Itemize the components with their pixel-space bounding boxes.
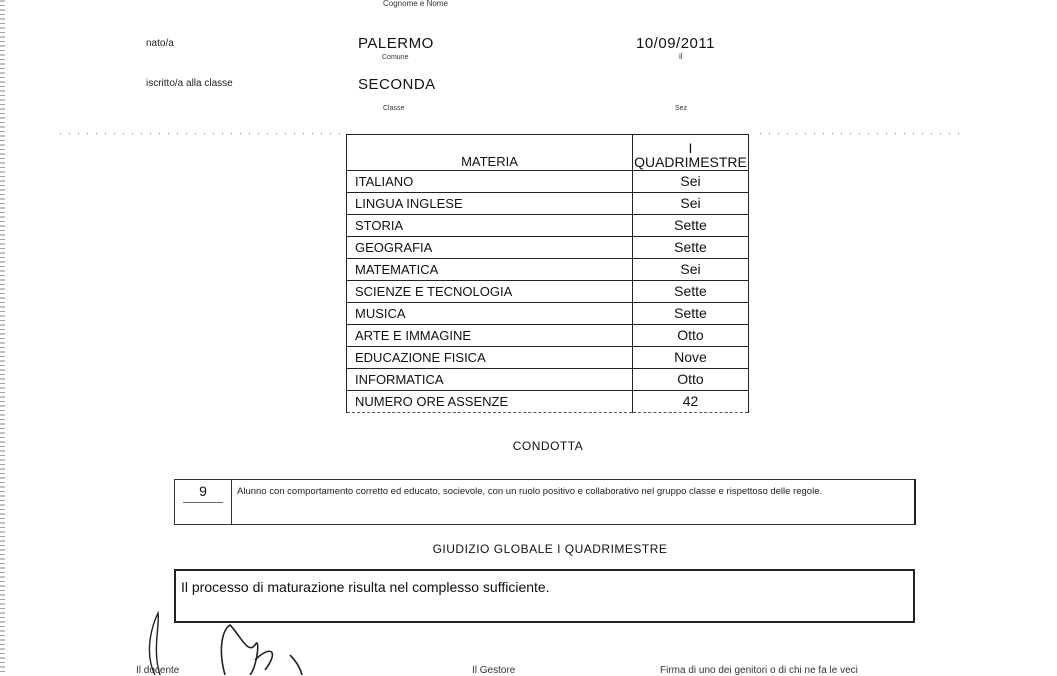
cognome-nome-label: Cognome e Nome <box>383 0 448 8</box>
table-row <box>347 237 749 259</box>
nato-label: nato/a <box>146 38 174 49</box>
conduct-box <box>174 479 916 525</box>
subject-cell: INFORMATICA <box>347 369 633 391</box>
period-number: I <box>688 140 693 156</box>
subject-cell: LINGUA INGLESE <box>347 193 633 215</box>
subject-cell: EDUCAZIONE FISICA <box>347 347 633 369</box>
subject-cell: ARTE E IMMAGINE <box>347 325 633 347</box>
col-materia-header: MATERIA <box>347 135 633 171</box>
subject-cell: NUMERO ORE ASSENZE <box>347 391 633 413</box>
table-row <box>347 325 749 347</box>
signature-gestore-label: Il Gestore <box>472 665 516 676</box>
subject-cell: ITALIANO <box>347 171 633 193</box>
grade-cell: 42 <box>633 391 749 413</box>
classe-value: SECONDA <box>358 76 436 93</box>
conduct-grade: 9 <box>175 480 232 524</box>
grade-cell: Nove <box>633 347 749 369</box>
classe-label: Classe <box>383 105 405 112</box>
global-judgement-text: Il processo di maturazione risulta nel complesso sufficiente. <box>181 579 550 595</box>
grade-cell: Sei <box>633 259 749 281</box>
period-label: QUADRIMESTRE <box>634 154 747 170</box>
table-row <box>347 303 749 325</box>
iscritto-label: iscritto/a alla classe <box>146 78 233 89</box>
subject-cell: STORIA <box>347 215 633 237</box>
sez-label: Sez <box>675 105 688 112</box>
grade-cell: Sette <box>633 215 749 237</box>
global-title: GIUDIZIO GLOBALE I QUADRIMESTRE <box>432 542 668 556</box>
table-header-row <box>347 135 749 171</box>
table-row <box>347 281 749 303</box>
table-row <box>347 193 749 215</box>
grade-cell: Otto <box>633 325 749 347</box>
grade-cell: Sette <box>633 303 749 325</box>
subject-cell: MATEMATICA <box>347 259 633 281</box>
comune-label: Comune <box>382 54 409 61</box>
conduct-title: CONDOTTA <box>512 439 584 453</box>
scan-dots <box>760 133 960 134</box>
grades-table <box>346 134 749 413</box>
col-period-header <box>633 135 749 171</box>
grade-cell: Sei <box>633 193 749 215</box>
grade-cell: Sei <box>633 171 749 193</box>
grade-cell: Sette <box>633 237 749 259</box>
table-row <box>347 369 749 391</box>
birth-date-value: 10/09/2011 <box>636 35 715 52</box>
grade-cell: Sette <box>633 281 749 303</box>
comune-value: PALERMO <box>358 35 434 52</box>
table-row <box>347 391 749 413</box>
subject-cell: MUSICA <box>347 303 633 325</box>
table-row <box>347 259 749 281</box>
table-row <box>347 215 749 237</box>
grade-cell: Otto <box>633 369 749 391</box>
scan-dots <box>60 133 340 134</box>
subject-cell: GEOGRAFIA <box>347 237 633 259</box>
subject-cell: SCIENZE E TECNOLOGIA <box>347 281 633 303</box>
table-row <box>347 171 749 193</box>
birth-date-label: il <box>679 52 683 61</box>
table-row <box>347 347 749 369</box>
scan-edge <box>0 0 5 675</box>
conduct-text: Alunno con comportamento corretto ed educato, socievole, con un ruolo positivo e collaborativo nel gruppo classe e rispettoso delle regole. <box>237 486 823 497</box>
signature-docente-label: Il docente <box>136 665 180 676</box>
signature-genitore-label: Firma di uno dei genitori o di chi ne fa le veci <box>660 665 858 676</box>
